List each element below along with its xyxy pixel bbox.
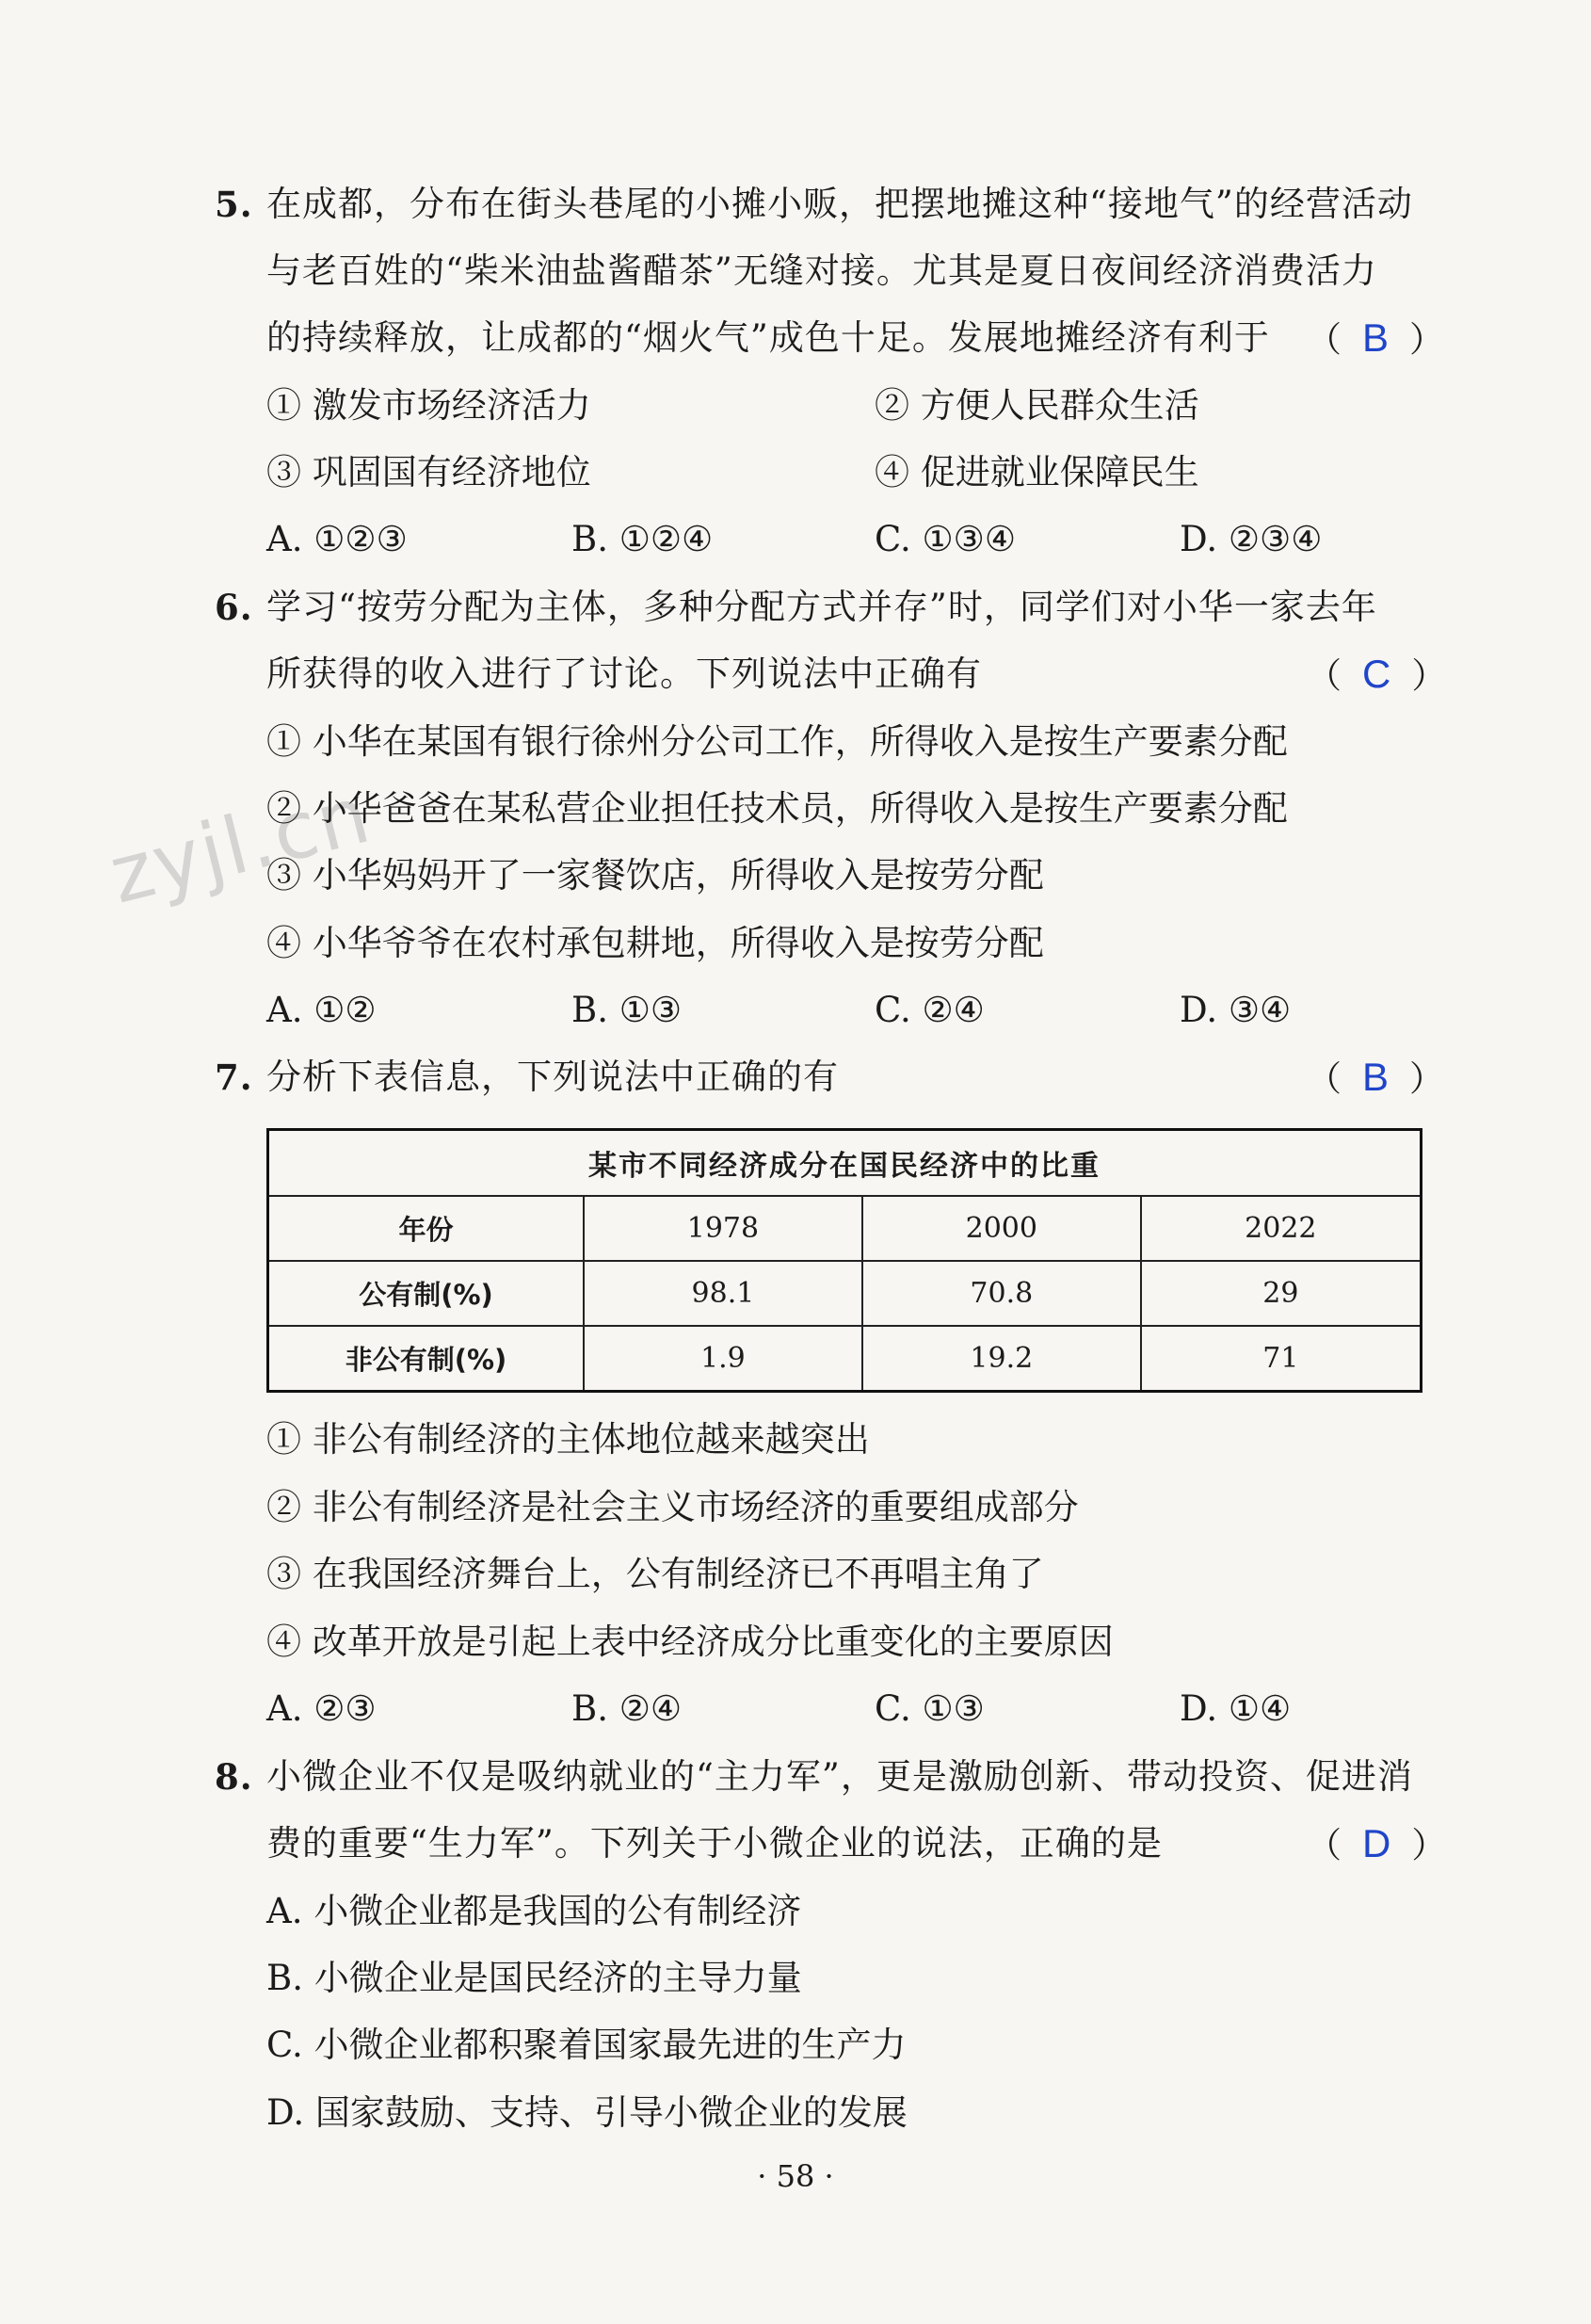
choice-a: A. ②③: [266, 1688, 377, 1729]
choice-d: D. ③④: [1180, 990, 1292, 1030]
table-header-row: [268, 1196, 1422, 1261]
question-text-line: 的持续释放，让成都的“烟火气”成色十足。发展地摊经济有利于: [266, 317, 1270, 358]
question-text-line: 小微企业不仅是吸纳就业的“主力军”，更是激励创新、带动投资、促进消: [266, 1756, 1413, 1797]
answer-letter: B: [1362, 1055, 1390, 1099]
choice-a: A. ①②③: [266, 519, 408, 559]
question-number: 7.: [215, 1057, 253, 1098]
statement-item: ④ 促进就业保障民生: [875, 452, 1199, 492]
table-cell: 70.8: [862, 1261, 1141, 1326]
question-text-line: 费的重要“生力军”。下列关于小微企业的说法，正确的是: [266, 1823, 1163, 1864]
question-text-line: 与老百姓的“柴米油盐酱醋茶”无缝对接。尤其是夏日夜间经济消费活力: [266, 250, 1377, 291]
statement-item: ② 非公有制经济是社会主义市场经济的重要组成部分: [266, 1487, 1079, 1527]
table-cell: 71: [1141, 1326, 1422, 1392]
page-number: · 58 ·: [757, 2158, 834, 2194]
statement-item: ④ 改革开放是引起上表中经济成分比重变化的主要原因: [266, 1622, 1114, 1662]
table-header-cell: 2000: [862, 1196, 1141, 1261]
question-text-line: 学习“按劳分配为主体，多种分配方式并存”时，同学们对小华一家去年: [266, 587, 1377, 627]
choice-b: B. 小微企业是国民经济的主导力量: [266, 1958, 802, 1998]
table-cell: 98.1: [584, 1261, 862, 1326]
watermark: zyjl.cn: [101, 767, 380, 922]
table-header-cell: 1978: [584, 1196, 862, 1261]
choice-c: C. ②④: [875, 990, 985, 1030]
table-header-cell: 2022: [1141, 1196, 1422, 1261]
question-number: 5.: [215, 184, 253, 225]
choice-c: C. ①③: [875, 1688, 985, 1729]
question-text-line: 在成都，分布在街头巷尾的小摊小贩，把摆地摊这种“接地气”的经营活动: [266, 184, 1413, 224]
answer-letter: D: [1362, 1821, 1391, 1865]
statement-item: ① 非公有制经济的主体地位越来越突出: [266, 1419, 870, 1460]
statement-item: ③ 小华妈妈开了一家餐饮店，所得收入是按劳分配: [266, 855, 1044, 896]
choice-b: B. ①③: [571, 990, 683, 1030]
statement-item: ② 小华爸爸在某私营企业担任技术员，所得收入是按生产要素分配: [266, 788, 1288, 829]
question-text-line: 所获得的收入进行了讨论。下列说法中正确有: [266, 654, 982, 694]
choice-b: B. ①②④: [571, 519, 714, 559]
table-caption-row: [268, 1130, 1422, 1197]
choice-d: D. ②③④: [1180, 519, 1323, 559]
table-row-header: 非公有制(%): [268, 1326, 585, 1392]
table-cell: 19.2: [862, 1326, 1141, 1392]
table-cell: 29: [1141, 1261, 1422, 1326]
choice-d: D. ①④: [1180, 1688, 1292, 1729]
table-header-cell: 年份: [268, 1196, 585, 1261]
statement-item: ① 小华在某国有银行徐州分公司工作，所得收入是按生产要素分配: [266, 721, 1288, 762]
choice-a: A. ①②: [266, 990, 377, 1030]
choice-c: C. ①③④: [875, 519, 1017, 559]
answer-bracket: （ B ）: [1307, 1055, 1445, 1099]
statement-item: ③ 巩固国有经济地位: [266, 452, 591, 492]
table-row: [268, 1261, 1422, 1326]
answer-bracket: （ D ）: [1307, 1821, 1447, 1865]
answer-letter: C: [1362, 652, 1391, 696]
answer-bracket: （ C ）: [1307, 652, 1447, 696]
statement-item: ② 方便人民群众生活: [875, 385, 1199, 426]
question-number: 6.: [215, 587, 253, 628]
statement-item: ① 激发市场经济活力: [266, 385, 591, 426]
choice-d: D. 国家鼓励、支持、引导小微企业的发展: [266, 2092, 908, 2133]
choice-c: C. 小微企业都积聚着国家最先进的生产力: [266, 2025, 907, 2065]
table-row-header: 公有制(%): [268, 1261, 585, 1326]
table-row: [268, 1326, 1422, 1392]
statement-item: ④ 小华爷爷在农村承包耕地，所得收入是按劳分配: [266, 923, 1044, 963]
question-text-line: 分析下表信息，下列说法中正确的有: [266, 1057, 839, 1097]
answer-bracket: （ B ）: [1307, 315, 1445, 360]
choice-b: B. ②④: [571, 1688, 683, 1729]
economic-share-table: [266, 1128, 1422, 1393]
table-cell: 1.9: [584, 1326, 862, 1392]
question-number: 8.: [215, 1756, 253, 1798]
table-caption: 某市不同经济成分在国民经济中的比重: [268, 1130, 1422, 1197]
choice-a: A. 小微企业都是我国的公有制经济: [266, 1891, 802, 1931]
statement-item: ③ 在我国经济舞台上，公有制经济已不再唱主角了: [266, 1554, 1044, 1594]
answer-letter: B: [1362, 315, 1390, 360]
